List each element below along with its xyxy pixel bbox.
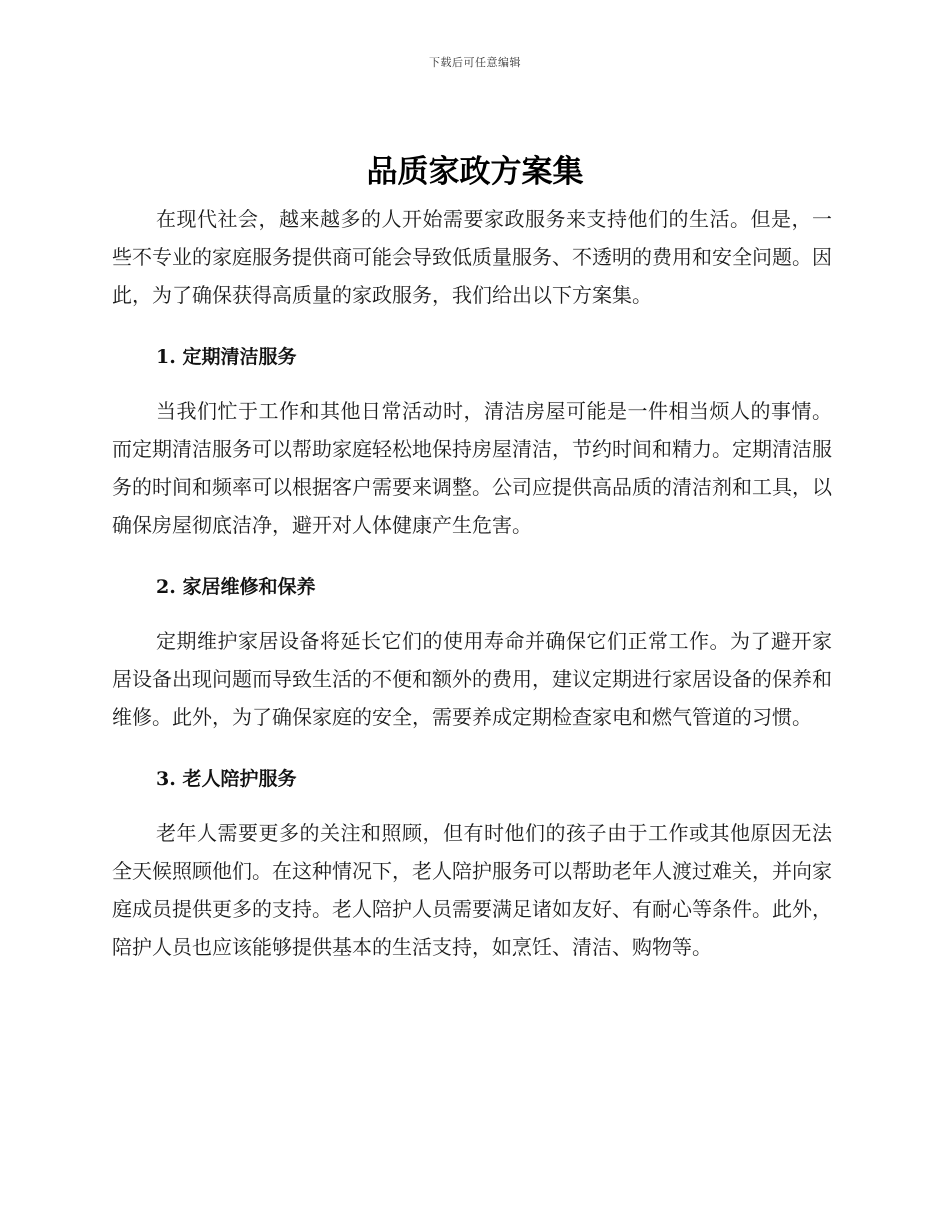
document-title: 品质家政方案集 [366,154,584,190]
header-note: 下载后可任意编辑 [429,56,521,69]
intro-paragraph: 在现代社会，越来越多的人开始需要家政服务来支持他们的生活。但是，一些不专业的家庭服务提供商可能会导致低质量服务、不透明的费用和安全问题。因此，为了确保获得高质量的家政服务，我们给出以下方案集。 [112,207,832,307]
section-heading-elderly-care: 3. 老人陪护服务 [156,768,297,790]
section-body-maintenance: 定期维护家居设备将延长它们的使用寿命并确保它们正常工作。为了避开家居设备出现问题而导致生活的不便和额外的费用，建议定期进行家居设备的保养和维修。此外，为了确保家庭的安全，需要养成定期检查家电和燃气管道的习惯。 [112,629,832,729]
section-heading-maintenance: 2. 家居维修和保养 [156,576,316,598]
section-body-elderly-care: 老年人需要更多的关注和照顾，但有时他们的孩子由于工作或其他原因无法全天候照顾他们。在这种情况下，老人陪护服务可以帮助老年人渡过难关，并向家庭成员提供更多的支持。老人陪护人员需要满足诸如友好、有耐心等条件。此外，陪护人员也应该能够提供基本的生活支持，如烹饪、清洁、购物等。 [112,821,832,959]
section-heading-cleaning: 1. 定期清洁服务 [156,346,297,368]
document-body [112,200,832,966]
section-body-cleaning: 当我们忙于工作和其他日常活动时，清洁房屋可能是一件相当烦人的事情。而定期清洁服务可以帮助家庭轻松地保持房屋清洁，节约时间和精力。定期清洁服务的时间和频率可以根据客户需要来调整。公司应提供高品质的清洁剂和工具，以确保房屋彻底洁净，避开对人体健康产生危害。 [112,399,832,537]
